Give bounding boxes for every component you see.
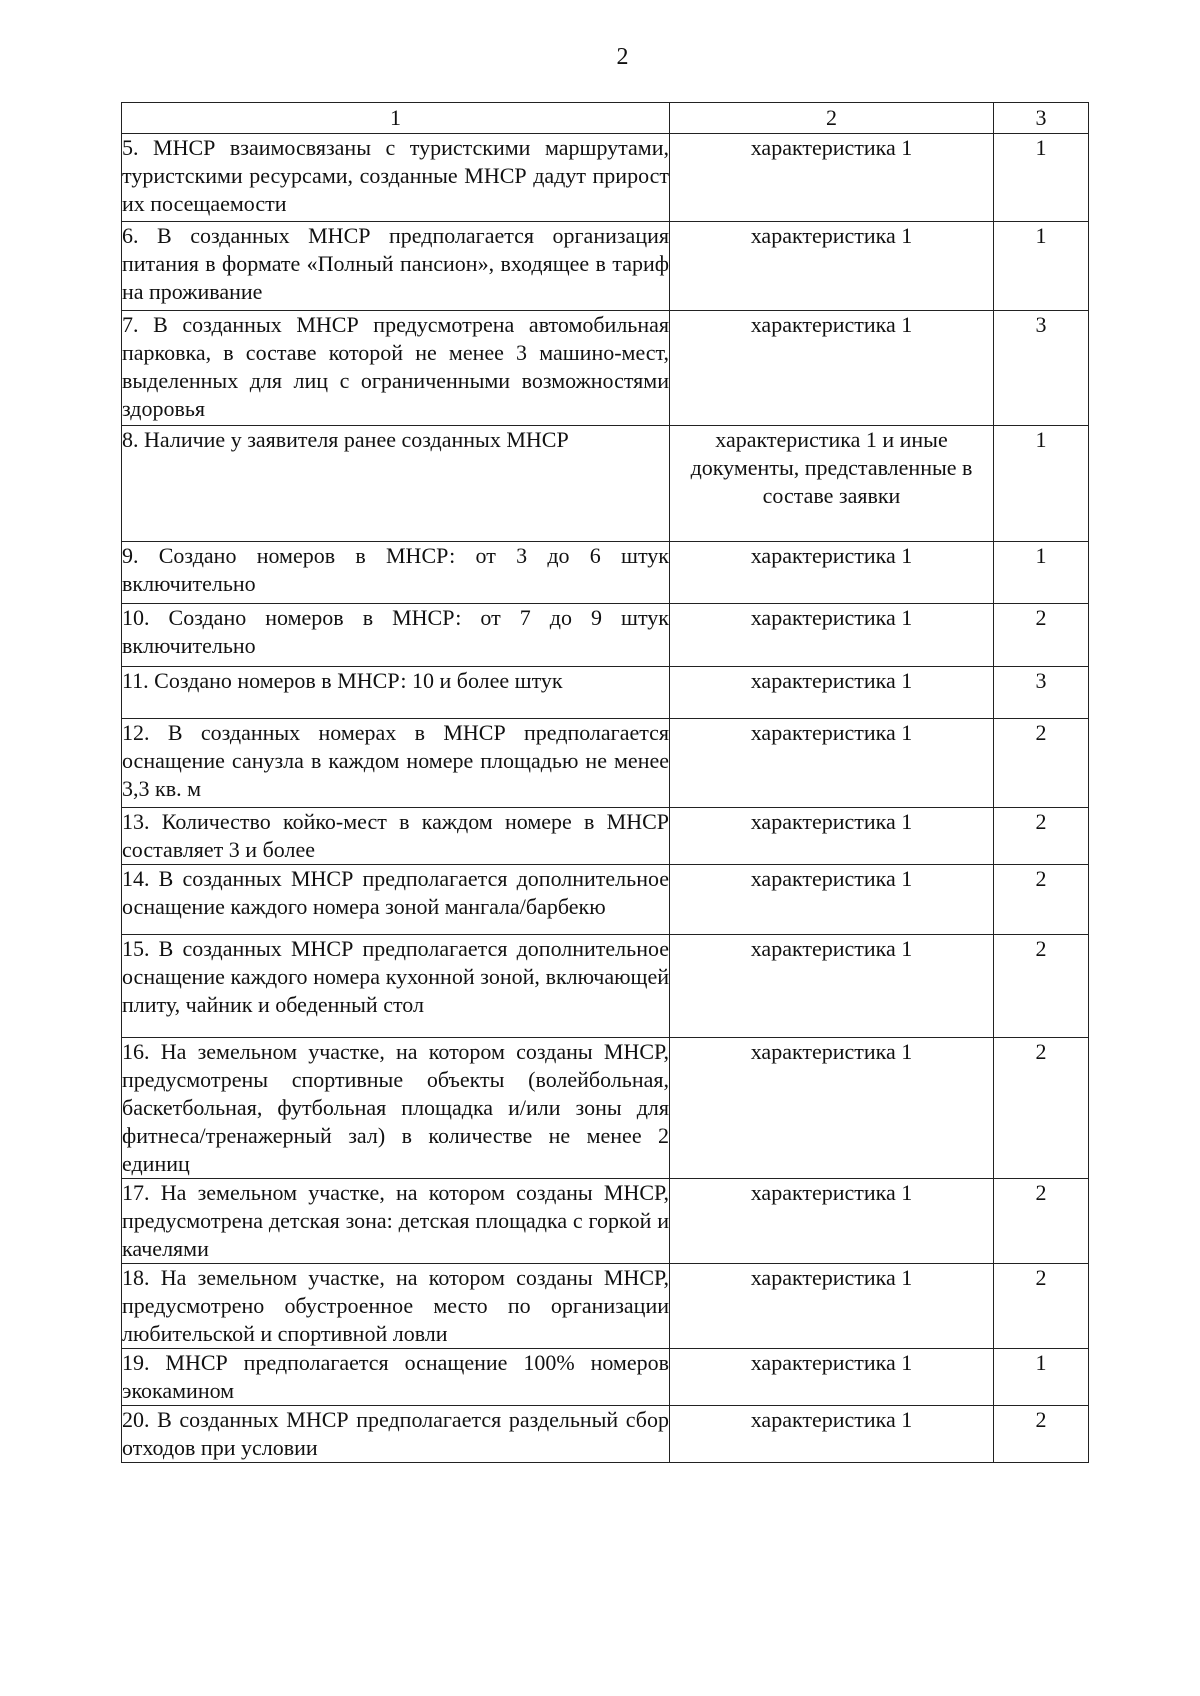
criterion-source: характеристика 1 [670, 935, 994, 1038]
criterion-source: характеристика 1 [670, 1264, 994, 1349]
criterion-score: 3 [994, 311, 1089, 426]
criterion-description: 9. Создано номеров в МНСР: от 3 до 6 штук включительно [122, 542, 670, 604]
criterion-description: 6. В созданных МНСР предполагается организация питания в формате «Полный пансион», входящее в тариф на проживание [122, 222, 670, 311]
criterion-description: 17. На земельном участке, на котором созданы МНСР, предусмотрена детская зона: детская площадка с горкой и качелями [122, 1179, 670, 1264]
criterion-source: характеристика 1 [670, 808, 994, 865]
criterion-source: характеристика 1 и иные документы, представленные в составе заявки [670, 426, 994, 542]
column-header-2: 2 [670, 103, 994, 134]
criterion-description: 8. Наличие у заявителя ранее созданных МНСР [122, 426, 670, 542]
criterion-source: характеристика 1 [670, 719, 994, 808]
criterion-source: характеристика 1 [670, 1349, 994, 1406]
criterion-description: 19. МНСР предполагается оснащение 100% номеров экокамином [122, 1349, 670, 1406]
criterion-source: характеристика 1 [670, 134, 994, 222]
criterion-score: 2 [994, 1038, 1089, 1179]
criterion-source: характеристика 1 [670, 1179, 994, 1264]
criterion-description: 20. В созданных МНСР предполагается раздельный сбор отходов при условии [122, 1406, 670, 1463]
criteria-table [121, 102, 1089, 1463]
criterion-description: 18. На земельном участке, на котором созданы МНСР, предусмотрено обустроенное место по организации любительской и спортивной ловли [122, 1264, 670, 1349]
table-row [122, 935, 1089, 1038]
table-row [122, 1264, 1089, 1349]
criterion-source: характеристика 1 [670, 1406, 994, 1463]
criterion-description: 14. В созданных МНСР предполагается дополнительное оснащение каждого номера зоной мангала/барбекю [122, 865, 670, 935]
criterion-source: характеристика 1 [670, 222, 994, 311]
criterion-score: 1 [994, 134, 1089, 222]
criterion-score: 1 [994, 1349, 1089, 1406]
criterion-score: 2 [994, 935, 1089, 1038]
criterion-source: характеристика 1 [670, 865, 994, 935]
criterion-score: 2 [994, 719, 1089, 808]
table-row [122, 808, 1089, 865]
criterion-description: 12. В созданных номерах в МНСР предполагается оснащение санузла в каждом номере площадью не менее 3,3 кв. м [122, 719, 670, 808]
criterion-description: 11. Создано номеров в МНСР: 10 и более штук [122, 667, 670, 719]
table-row [122, 311, 1089, 426]
criterion-score: 1 [994, 426, 1089, 542]
table-row [122, 1038, 1089, 1179]
column-header-3: 3 [994, 103, 1089, 134]
criterion-score: 2 [994, 1179, 1089, 1264]
criterion-score: 1 [994, 542, 1089, 604]
column-header-1: 1 [122, 103, 670, 134]
criterion-source: характеристика 1 [670, 1038, 994, 1179]
criterion-score: 3 [994, 667, 1089, 719]
criterion-description: 5. МНСР взаимосвязаны с туристскими маршрутами, туристскими ресурсами, созданные МНСР дадут прирост их посещаемости [122, 134, 670, 222]
table-row [122, 719, 1089, 808]
criterion-description: 15. В созданных МНСР предполагается дополнительное оснащение каждого номера кухонной зоной, включающей плиту, чайник и обеденный стол [122, 935, 670, 1038]
criterion-source: характеристика 1 [670, 542, 994, 604]
table-row [122, 865, 1089, 935]
criterion-score: 2 [994, 604, 1089, 667]
criterion-score: 2 [994, 808, 1089, 865]
table-row [122, 1349, 1089, 1406]
page-number: 2 [616, 44, 629, 70]
criterion-score: 2 [994, 1264, 1089, 1349]
header-row [122, 103, 1089, 134]
criterion-score: 1 [994, 222, 1089, 311]
criterion-description: 13. Количество койко-мест в каждом номере в МНСР составляет 3 и более [122, 808, 670, 865]
criterion-description: 16. На земельном участке, на котором созданы МНСР, предусмотрены спортивные объекты (волейбольная, баскетбольная, футбольная площадка и/или зоны для фитнеса/тренажерный зал) в количестве не менее 2 единиц [122, 1038, 670, 1179]
criterion-score: 2 [994, 1406, 1089, 1463]
table-row [122, 604, 1089, 667]
table-row [122, 1406, 1089, 1463]
criterion-source: характеристика 1 [670, 604, 994, 667]
criterion-score: 2 [994, 865, 1089, 935]
criterion-description: 10. Создано номеров в МНСР: от 7 до 9 штук включительно [122, 604, 670, 667]
table-row [122, 426, 1089, 542]
table-row [122, 1179, 1089, 1264]
table-row [122, 134, 1089, 222]
criterion-source: характеристика 1 [670, 311, 994, 426]
criterion-source: характеристика 1 [670, 667, 994, 719]
criterion-description: 7. В созданных МНСР предусмотрена автомобильная парковка, в составе которой не менее 3 машино-мест, выделенных для лиц с ограниченными возможностями здоровья [122, 311, 670, 426]
table-row [122, 222, 1089, 311]
table-row [122, 542, 1089, 604]
table-row [122, 667, 1089, 719]
